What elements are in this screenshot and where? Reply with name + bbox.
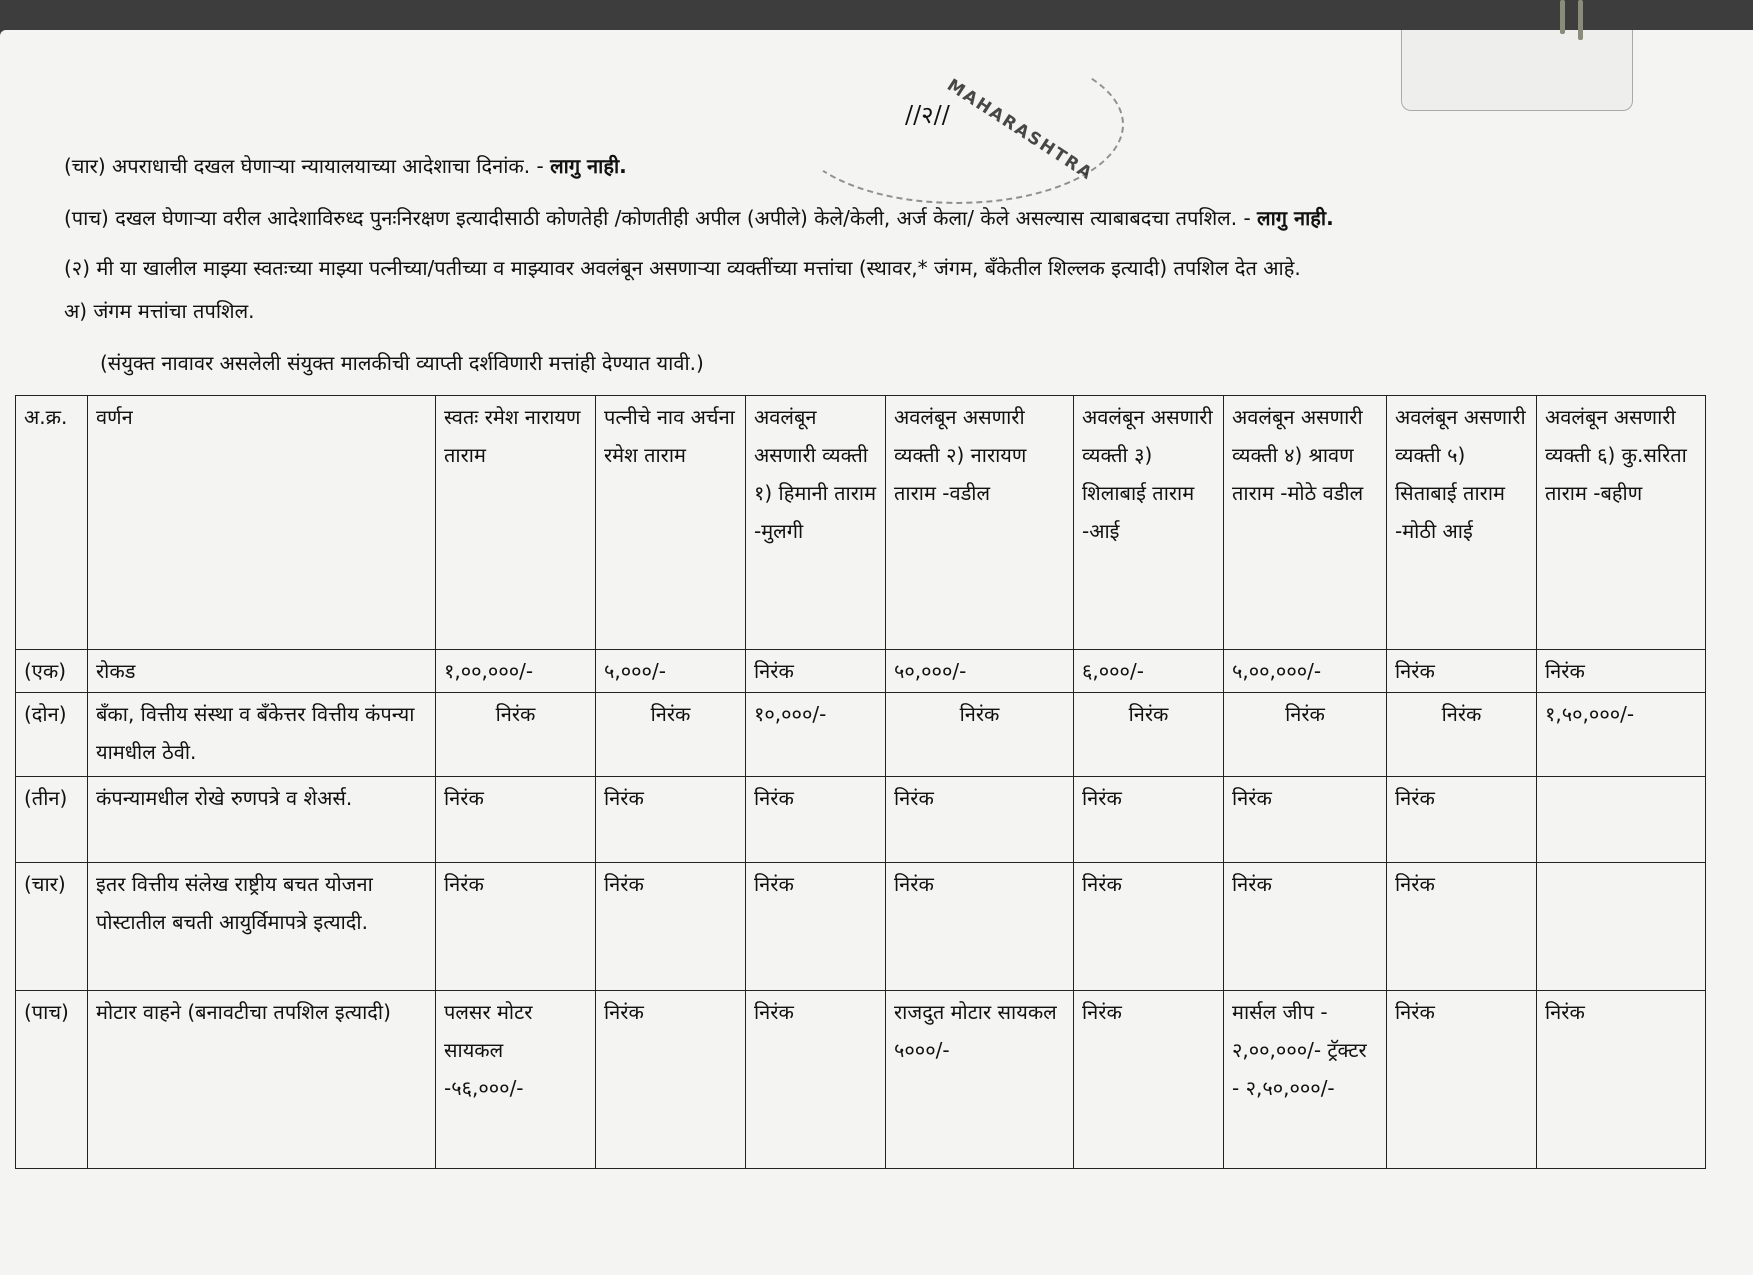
table-cell: १,५०,०००/- (1537, 693, 1706, 777)
table-cell: निरंक (1224, 863, 1387, 991)
table-cell: निरंक (1074, 693, 1224, 777)
table-cell: पलसर मोटर सायकल -५६,०००/- (436, 991, 596, 1169)
header-cell: वर्णन (88, 396, 436, 650)
table-cell: निरंक (1387, 693, 1537, 777)
header-cell: स्वतः रमेश नारायण ताराम (436, 396, 596, 650)
table-cell: निरंक (1074, 991, 1224, 1169)
binding-clip (1401, 30, 1633, 111)
line-court-order-date (64, 153, 627, 179)
table-cell: निरंक (596, 693, 746, 777)
binding-string (1578, 0, 1583, 40)
table-cell: निरंक (596, 991, 746, 1169)
table-cell: निरंक (1224, 777, 1387, 863)
table-cell: (दोन) (16, 693, 88, 777)
table-header-row (16, 396, 1706, 650)
line-appeal-details (64, 205, 1334, 231)
table-cell: १०,०००/- (746, 693, 886, 777)
table-cell: निरंक (436, 777, 596, 863)
table-row (16, 863, 1706, 991)
table-cell: निरंक (746, 650, 886, 693)
table-cell: निरंक (1074, 863, 1224, 991)
table-cell: निरंक (436, 863, 596, 991)
table-cell: १,००,०००/- (436, 650, 596, 693)
table-cell: (चार) (16, 863, 88, 991)
table-row (16, 693, 1706, 777)
official-stamp (790, 45, 1124, 204)
line-assets-intro: (२) मी या खालील माझ्या स्वतःच्या माझ्या पत्नीच्या/पतीच्या व माझ्यावर अवलंबून असणाऱ्या व्यक्तींच्या मत्तांचा (स्थावर,* जंगम, बँकेतील शिल्लक इत्यादी) तपशिल देत आहे. (64, 256, 1301, 280)
table-cell: निरंक (1074, 777, 1224, 863)
table-cell: मोटार वाहने (बनावटीचा तपशिल इत्यादी) (88, 991, 436, 1169)
line-value: लागु नाही. (550, 154, 627, 178)
table-cell: निरंक (596, 777, 746, 863)
table-cell: कंपन्यामधील रोखे रुणपत्रे व शेअर्स. (88, 777, 436, 863)
table-cell: ५,०००/- (596, 650, 746, 693)
header-cell: पत्नीचे नाव अर्चना रमेश ताराम (596, 396, 746, 650)
header-cell: अवलंबून असणारी व्यक्ती २) नारायण ताराम -वडील (886, 396, 1074, 650)
line-text: (चार) अपराधाची दखल घेणाऱ्या न्यायालयाच्या आदेशाचा दिनांक. - (64, 154, 551, 178)
line-text: (पाच) दखल घेणाऱ्या वरील आदेशाविरुध्द पुनःनिरक्षण इत्यादीसाठी कोणतेही /कोणतीही अपील (अपीले) केले/केली, अर्ज केला/ केले असल्यास त्याबाबदचा तपशिल. - (64, 206, 1258, 230)
table-cell: इतर वित्तीय संलेख राष्ट्रीय बचत योजना पोस्टातील बचती आयुर्विमापत्रे इत्यादी. (88, 863, 436, 991)
table-cell: (तीन) (16, 777, 88, 863)
table-cell: (एक) (16, 650, 88, 693)
line-joint-note: (संयुक्त नावावर असलेली संयुक्त मालकीची व्याप्ती दर्शविणारी मत्तांही देण्यात यावी.) (100, 351, 704, 375)
table-cell: निरंक (886, 693, 1074, 777)
header-cell: अवलंबून असणारी व्यक्ती ५) सिताबाई ताराम -मोठी आई (1387, 396, 1537, 650)
table-cell: निरंक (1387, 991, 1537, 1169)
table-cell: निरंक (1537, 650, 1706, 693)
table-cell: निरंक (1387, 777, 1537, 863)
header-cell: अ.क्र. (16, 396, 88, 650)
table-row (16, 777, 1706, 863)
table-row (16, 650, 1706, 693)
line-movable-heading: अ) जंगम मत्तांचा तपशिल. (64, 299, 255, 323)
movable-assets-table (15, 395, 1706, 1169)
stamp-text: MAHARASHTRA (943, 75, 1097, 185)
table-cell: ५,००,०००/- (1224, 650, 1387, 693)
table-cell: ५०,०००/- (886, 650, 1074, 693)
table-cell: निरंक (596, 863, 746, 991)
header-cell: अवलंबून असणारी व्यक्ती ६) कु.सरिता ताराम -बहीण (1537, 396, 1706, 650)
table-cell: निरंक (1387, 863, 1537, 991)
line-value: लागु नाही. (1257, 206, 1334, 230)
header-cell: अवलंबून असणारी व्यक्ती ४) श्रावण ताराम -मोठे वडील (1224, 396, 1387, 650)
table-cell: निरंक (886, 863, 1074, 991)
table-cell: निरंक (746, 863, 886, 991)
table-cell: निरंक (1224, 693, 1387, 777)
table-cell: निरंक (886, 777, 1074, 863)
page-number: //२// (905, 101, 950, 129)
table-cell: निरंक (746, 777, 886, 863)
table-cell: ६,०००/- (1074, 650, 1224, 693)
table-cell: निरंक (746, 991, 886, 1169)
table-cell: रोकड (88, 650, 436, 693)
table-cell: निरंक (1387, 650, 1537, 693)
table-cell: निरंक (436, 693, 596, 777)
header-cell: अवलंबून असणारी व्यक्ती ३) शिलाबाई ताराम -आई (1074, 396, 1224, 650)
table-cell: राजदुत मोटार सायकल ५०००/- (886, 991, 1074, 1169)
table-cell: मार्सल जीप - २,००,०००/- ट्रॅक्टर - २,५०,०००/- (1224, 991, 1387, 1169)
binding-string (1560, 0, 1565, 34)
table-cell: बँका, वित्तीय संस्था व बँकेत्तर वित्तीय कंपन्या यामधील ठेवी. (88, 693, 436, 777)
table-cell: निरंक (1537, 991, 1706, 1169)
table-cell (1537, 777, 1706, 863)
header-cell: अवलंबून असणारी व्यक्ती १) हिमानी ताराम -मुलगी (746, 396, 886, 650)
table-cell: (पाच) (16, 991, 88, 1169)
table-cell (1537, 863, 1706, 991)
table-row (16, 991, 1706, 1169)
